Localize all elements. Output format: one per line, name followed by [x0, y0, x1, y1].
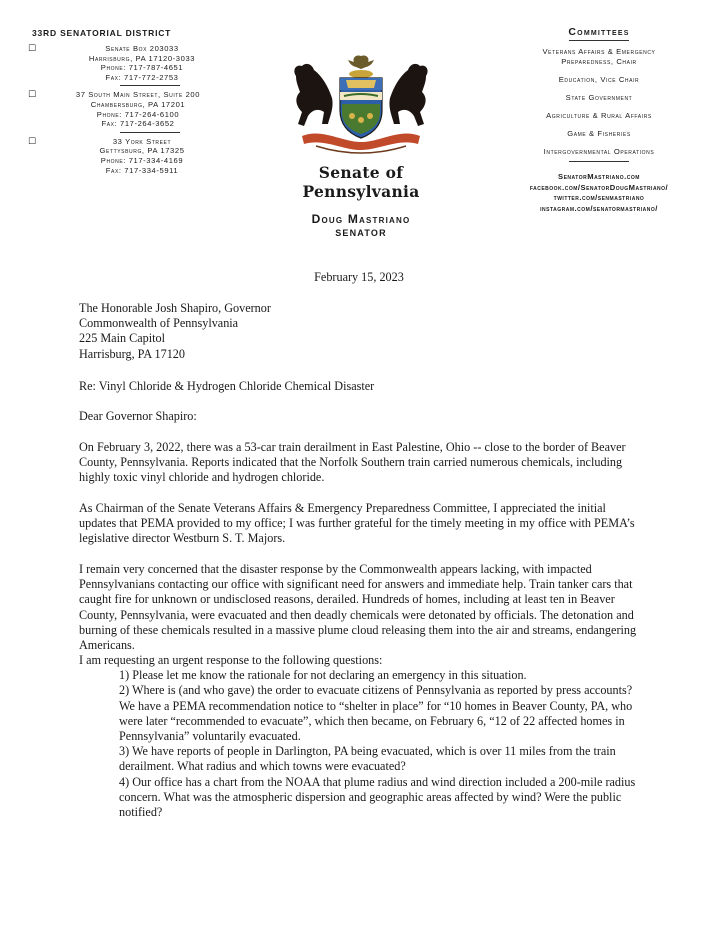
twitter-link[interactable]: twitter.com/senmastriano — [553, 193, 645, 202]
senate-title: Senate of Pennsylvania — [302, 163, 420, 201]
address-line: The Honorable Josh Shapiro, Governor — [79, 301, 271, 315]
office-line: Gettysburg, PA 17325 — [99, 146, 185, 156]
office-chambersburg — [28, 90, 238, 132]
contact-links — [494, 172, 704, 214]
senator-title: SENATOR — [335, 228, 387, 238]
divider — [569, 161, 629, 162]
subject-line: Re: Vinyl Chloride & Hydrogen Chloride Chemical Disaster — [79, 379, 375, 393]
instagram-link[interactable]: instagram.com/senatormastriano/ — [540, 203, 658, 213]
committee-line: Preparedness, Chair — [561, 57, 637, 66]
committee-item: Intergovernmental Operations — [543, 147, 655, 156]
question-item: 4) Our office has a chart from the NOAA that plume radius and wind direction included a 200-mile radius concern. What was the atmospheric dispersion and geographic areas affected by wind? Were the public notified? — [119, 774, 636, 820]
question-item: 1) Please let me know the rationale for not declaring an emergency in this situation. — [119, 668, 527, 683]
office-line: 33 York Street — [112, 136, 172, 146]
committees-heading: Committees — [568, 26, 630, 38]
letter-date: February 15, 2023 — [314, 270, 404, 284]
office-line: Harrisburg, PA 17120-3033 — [88, 53, 196, 63]
paragraph: On February 3, 2022, there was a 53-car train derailment in East Palestine, Ohio -- close to the border of Beaver County, Pennsylvania. Reports indicated that the Norfolk Southern train carried numerous chemicals, including highly toxic vinyl chloride and hydrogen chloride. — [79, 440, 626, 485]
questions-section — [79, 653, 639, 820]
committee-item: Agriculture & Rural Affairs — [546, 111, 652, 120]
checkbox-icon[interactable]: ☐ — [28, 136, 37, 147]
senator-block — [286, 212, 436, 238]
address-line: 225 Main Capitol — [79, 331, 165, 346]
committee-item — [494, 47, 704, 67]
office-line: Phone: 717-334-4169 — [100, 155, 184, 165]
office-line: Chambersburg, PA 17201 — [90, 99, 186, 109]
district-label: 33RD SENATORIAL DISTRICT — [32, 28, 172, 38]
question-item: 2) Where is (and who gave) the order to evacuate citizens of Pennsylvania as reported by press accounts? We have a PEMA recommendation notice to “shelter in place” for “10 homes in Beaver County, PA, who were later “recommended to evacuate”, which then became, on February 6, “12 of 22 affected homes in Pennsylvania” voluntarily evacuated. — [119, 683, 633, 744]
office-line: Phone: 717-264-6100 — [96, 109, 180, 119]
office-line: Fax: 717-264-3652 — [101, 119, 175, 129]
office-line: Fax: 717-772-2753 — [105, 72, 179, 82]
divider — [120, 85, 180, 86]
committee-item: Game & Fisheries — [567, 129, 631, 138]
questions-list — [119, 668, 639, 820]
committee-item: State Government — [565, 93, 633, 102]
committee-item: Education, Vice Chair — [558, 75, 640, 84]
divider — [120, 132, 180, 133]
address-line: Commonwealth of Pennsylvania — [79, 316, 239, 331]
recipient-address — [79, 301, 271, 362]
pennsylvania-seal-icon — [282, 50, 440, 160]
divider — [569, 40, 629, 41]
office-harrisburg — [28, 44, 238, 86]
office-line: Senate Box 203033 — [105, 44, 179, 53]
paragraph: I remain very concerned that the disaster response by the Commonwealth appears lacking, with impacted Pennsylvanians contacting our office with significant need for answers and immediate help. Train tanker cars that caught fire for unknown or undisclosed reasons, derailed. Hundreds of homes, including at least ten in Beaver County, Pennsylvania, were evacuated and then deadly chemicals were detonated by officials. The detonation and burning of these chemicals resulted in a massive plume cloud releasing them into the air and streams, endangering Americans. — [79, 562, 637, 653]
checkbox-icon[interactable]: ☐ — [28, 90, 37, 101]
office-line: Phone: 717-787-4651 — [100, 63, 184, 73]
checkbox-icon[interactable]: ☐ — [28, 44, 37, 54]
question-item: 3) We have reports of people in Darlington, PA being evacuated, which is over 11 miles from the train derailment. What radius and which towns were evacuated? — [119, 744, 616, 774]
office-addresses — [28, 28, 238, 175]
address-line: Harrisburg, PA 17120 — [79, 346, 185, 361]
committee-line: Veterans Affairs & Emergency — [542, 47, 656, 56]
committees-column — [494, 26, 704, 214]
salutation: Dear Governor Shapiro: — [79, 409, 197, 423]
facebook-link[interactable]: facebook.com/SenatorDougMastriano/ — [529, 182, 669, 192]
office-gettysburg — [28, 137, 238, 175]
office-line: Fax: 717-334-5911 — [105, 165, 179, 175]
senator-name: Doug Mastriano — [311, 212, 411, 226]
office-line: 37 South Main Street, Suite 200 — [75, 90, 201, 100]
website-link[interactable]: SenatorMastriano.com — [558, 172, 640, 181]
paragraph: As Chairman of the Senate Veterans Affairs & Emergency Preparedness Committee, I appreciated the initial updates that PEMA provided to my office; I was further grateful for the timely meeting in my office with PEMA’s legislative director Westburn S. T. Majors. — [79, 501, 635, 546]
paragraph: I am requesting an urgent response to the following questions: — [79, 653, 383, 667]
